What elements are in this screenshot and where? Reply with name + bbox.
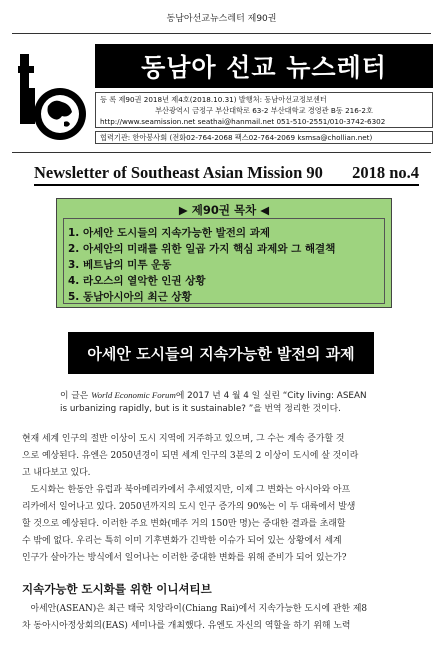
newsletter-title — [34, 163, 419, 183]
info-row: http://www.seamission.net seathai@hanmail.net 051-510-2551/010-3742-6302 — [100, 117, 386, 126]
body-line: 아세안(ASEAN)은 최근 태국 치앙라이(Chiang Rai)에서 지속가능한 도시에 관한 제8 — [22, 604, 368, 614]
article-source-line2: is urbanizing rapidly, but is it sustainable? ”을 번역 정리한 것이다. — [60, 404, 341, 414]
body-line: 도시화는 한동안 유럽과 북아메리카에서 추세였지만, 이제 그 변화는 아시아와 아프 — [22, 485, 351, 495]
article-title: 아세안 도시들의 지속가능한 발전의 과제 — [68, 332, 374, 374]
mission-logo — [18, 48, 90, 144]
toc-item[interactable]: 5. 동남아시아의 최근 상황 — [68, 291, 192, 303]
body-line: 인구가 살아가는 방식에서 일어나는 이러한 중대한 변화를 위해 준비가 되어 있는가? — [22, 553, 347, 563]
body-line: 고 내다보고 있다. — [22, 468, 91, 478]
article-source — [60, 388, 400, 403]
masthead-divider — [12, 152, 431, 153]
toc-title: ▶ 제90권 목차 ◀ — [178, 203, 270, 217]
body-line: 으로 예상된다. 유엔은 2050년경이 되면 세계 인구의 3분의 2 이상이 도시에 살 것이라 — [22, 451, 359, 461]
body-line: 할 것으로 예상된다. 이러한 주요 변화(매주 거의 150만 명)는 중대한 결과를 초래할 — [22, 519, 346, 529]
body-line: 차 동아시아정상회의(EAS) 세미나를 개최했다. 유엔도 자신의 역할을 하기 위해 노력 — [22, 621, 351, 631]
toc-item[interactable]: 1. 아세안 도시들의 지속가능한 발전의 과제 — [68, 227, 271, 239]
masthead-title: 동남아 선교 뉴스레터 — [95, 44, 433, 88]
source-post: 에 2017 년 4 월 4 일 실린 “City living: ASEAN — [175, 391, 367, 401]
newsletter-underline — [34, 184, 419, 186]
partner-info: 협력기관: 한아봉사회 (전화02-764-2068 팩스02-764-2069 ksmsa@chollian.net) — [95, 131, 433, 144]
source-pre: 이 글은 — [60, 391, 92, 401]
running-header: 동남아선교뉴스레터 제90권 — [166, 14, 277, 24]
top-divider — [12, 33, 431, 34]
newsletter-issue: 2018 no.4 — [352, 163, 419, 182]
section-subheading: 지속가능한 도시화를 위한 이니셔티브 — [22, 582, 212, 596]
body-line: 현재 세계 인구의 절반 이상이 도시 지역에 거주하고 있으며, 그 수는 계속 증가할 것 — [22, 434, 345, 444]
newsletter-name: Newsletter of Southeast Asian Mission 90 — [34, 163, 323, 182]
source-forum: World Economic Forum — [91, 390, 176, 400]
toc-item[interactable]: 3. 베트남의 미투 운동 — [68, 259, 172, 271]
toc-item[interactable]: 4. 라오스의 열악한 인권 상황 — [68, 275, 206, 287]
toc-item[interactable]: 2. 아세안의 미래를 위한 일곱 가지 핵심 과제와 그 해결책 — [68, 243, 336, 255]
info-row: 등 록 제90권 2018년 제4호(2018.10.31) 발행처: 동남아선교정보센터 — [100, 95, 327, 104]
info-row: 부산광역시 금정구 부산대학로 63-2 부산대학교 경영관 B동 216-2호 — [155, 106, 373, 115]
publication-info — [95, 92, 433, 128]
body-line: 수 밖에 없다. 우리는 특히 이미 기후변화가 긴박한 이슈가 되어 있는 상황에서 세계 — [22, 536, 342, 546]
body-line: 리카에서 일어나고 있다. 2050년까지의 도시 인구 증가의 90%는 이 두 대륙에서 발생 — [22, 502, 356, 512]
